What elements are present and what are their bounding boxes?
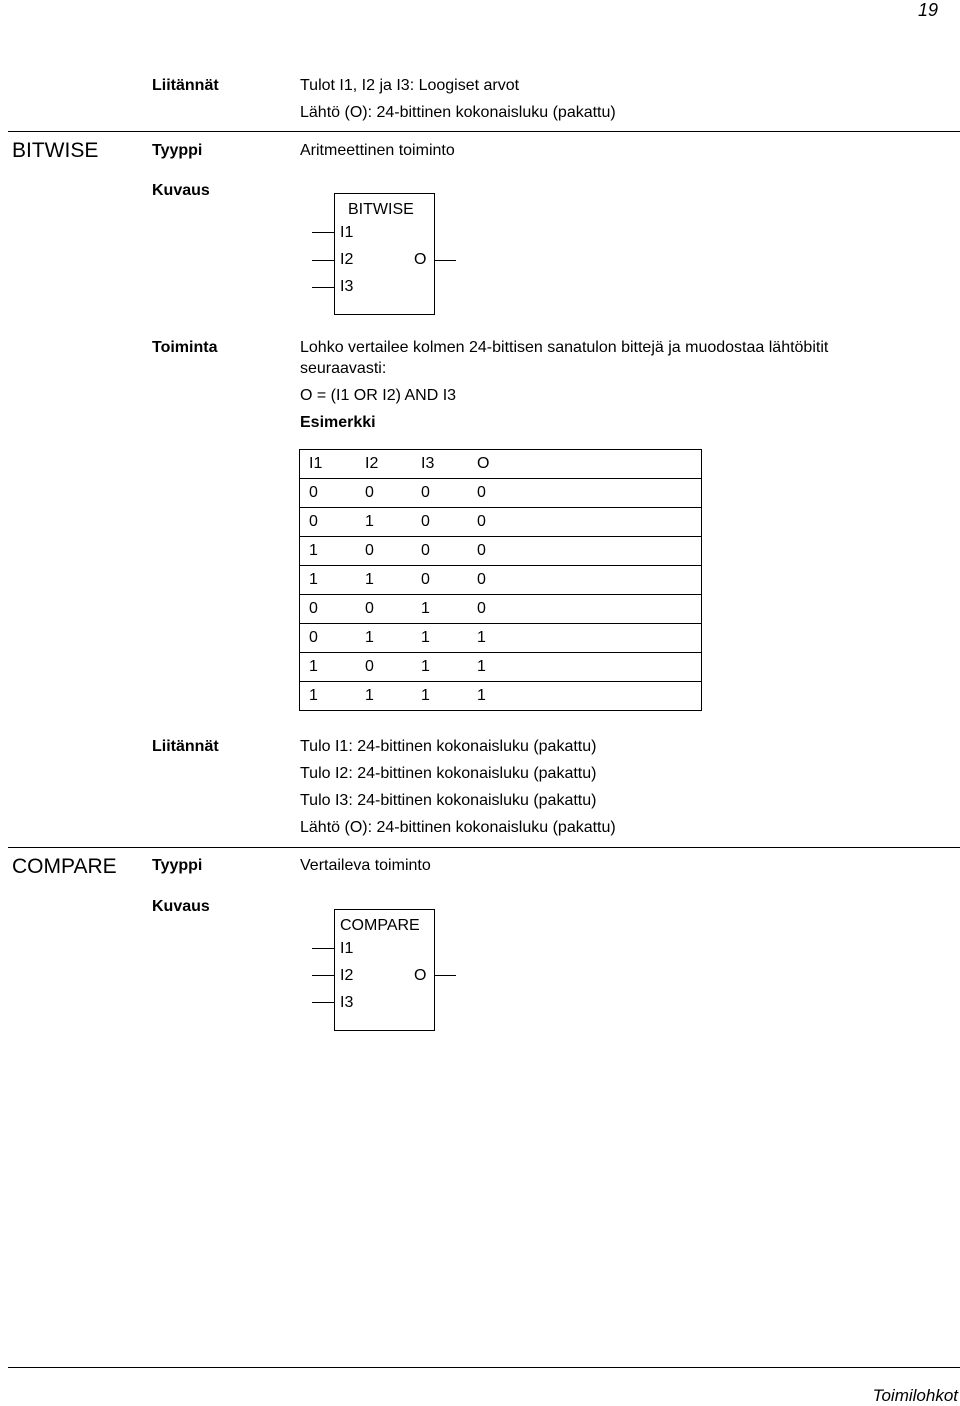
table-cell: 1: [300, 682, 357, 711]
table-cell: 0: [356, 537, 412, 566]
table-cell: 0: [300, 479, 357, 508]
bitwise-liitannat-label: Liitännät: [152, 738, 219, 755]
compare-tyyppi-value: Vertaileva toiminto: [300, 857, 431, 874]
table-cell: 0: [468, 566, 702, 595]
table-cell: 1: [412, 624, 468, 653]
table-row: [300, 595, 702, 624]
table-cell: 0: [468, 595, 702, 624]
table-cell: 0: [300, 624, 357, 653]
bitwise-section-title: BITWISE: [12, 139, 99, 162]
truth-table: [299, 449, 702, 711]
footer-divider: [8, 1367, 960, 1368]
toiminta-line: seuraavasti:: [300, 360, 387, 377]
column-header: I3: [412, 450, 468, 479]
table-row: [300, 624, 702, 653]
table-cell: 1: [356, 508, 412, 537]
formula: O = (I1 OR I2) AND I3: [300, 387, 457, 404]
table-cell: 1: [300, 537, 357, 566]
block-input-label: I1: [340, 224, 354, 241]
input-pin: [312, 232, 335, 233]
output-pin: [434, 975, 456, 976]
block-output-label: O: [414, 967, 427, 984]
table-cell: 1: [356, 682, 412, 711]
intro-line: Tulot I1, I2 ja I3: Loogiset arvot: [300, 77, 520, 94]
table-cell: 0: [412, 479, 468, 508]
example-label: Esimerkki: [300, 414, 376, 431]
table-cell: 0: [300, 595, 357, 624]
table-cell: 1: [300, 653, 357, 682]
table-cell: 1: [356, 566, 412, 595]
block-output-label: O: [414, 251, 427, 268]
section-divider: [8, 131, 960, 132]
table-cell: 0: [356, 595, 412, 624]
table-cell: 0: [468, 479, 702, 508]
table-row: [300, 537, 702, 566]
table-row: [300, 566, 702, 595]
table-cell: 0: [468, 537, 702, 566]
column-header: I1: [300, 450, 357, 479]
table-cell: 1: [412, 595, 468, 624]
table-row: [300, 508, 702, 537]
input-pin: [312, 1002, 335, 1003]
column-header: I2: [356, 450, 412, 479]
table-cell: 1: [412, 682, 468, 711]
table-cell: 0: [412, 537, 468, 566]
table-row: [300, 682, 702, 711]
bitwise-kuvaus-label: Kuvaus: [152, 182, 210, 199]
table-cell: 1: [468, 653, 702, 682]
table-row: [300, 653, 702, 682]
table-cell: 0: [356, 479, 412, 508]
block-input-label: I1: [340, 940, 354, 957]
intro-liitannat-label: Liitännät: [152, 77, 219, 94]
table-cell: 0: [300, 508, 357, 537]
table-cell: 1: [468, 624, 702, 653]
input-pin: [312, 975, 335, 976]
bitwise-tyyppi-value: Aritmeettinen toiminto: [300, 142, 455, 159]
block-input-label: I3: [340, 278, 354, 295]
table-cell: 1: [468, 682, 702, 711]
table-cell: 0: [356, 653, 412, 682]
input-pin: [312, 287, 335, 288]
input-pin: [312, 260, 335, 261]
section-divider: [8, 847, 960, 848]
table-cell: 0: [412, 566, 468, 595]
table-header-row: [300, 450, 702, 479]
liitannat-line: Tulo I3: 24-bittinen kokonaisluku (pakattu): [300, 792, 597, 809]
footer-text: Toimilohkot: [872, 1386, 958, 1405]
column-header: O: [468, 450, 702, 479]
compare-section-title: COMPARE: [12, 855, 117, 878]
input-pin: [312, 948, 335, 949]
bitwise-tyyppi-label: Tyyppi: [152, 142, 203, 159]
block-input-label: I2: [340, 251, 354, 268]
table-cell: 0: [412, 508, 468, 537]
toiminta-line: Lohko vertailee kolmen 24-bittisen sanatulon bittejä ja muodostaa lähtöbitit: [300, 339, 829, 356]
page-number: 19: [917, 0, 938, 20]
liitannat-line: Tulo I1: 24-bittinen kokonaisluku (pakattu): [300, 738, 597, 755]
table-cell: 1: [356, 624, 412, 653]
table-cell: 1: [300, 566, 357, 595]
table-cell: 1: [412, 653, 468, 682]
block-name: BITWISE: [348, 201, 414, 218]
block-input-label: I2: [340, 967, 354, 984]
liitannat-line: Lähtö (O): 24-bittinen kokonaisluku (pakattu): [300, 819, 616, 836]
compare-tyyppi-label: Tyyppi: [152, 857, 203, 874]
table-cell: 0: [468, 508, 702, 537]
block-name: COMPARE: [340, 917, 420, 934]
block-input-label: I3: [340, 994, 354, 1011]
bitwise-toiminta-label: Toiminta: [152, 339, 218, 356]
compare-kuvaus-label: Kuvaus: [152, 898, 210, 915]
intro-line: Lähtö (O): 24-bittinen kokonaisluku (pakattu): [300, 104, 616, 121]
table-row: [300, 479, 702, 508]
output-pin: [434, 260, 456, 261]
liitannat-line: Tulo I2: 24-bittinen kokonaisluku (pakattu): [300, 765, 597, 782]
